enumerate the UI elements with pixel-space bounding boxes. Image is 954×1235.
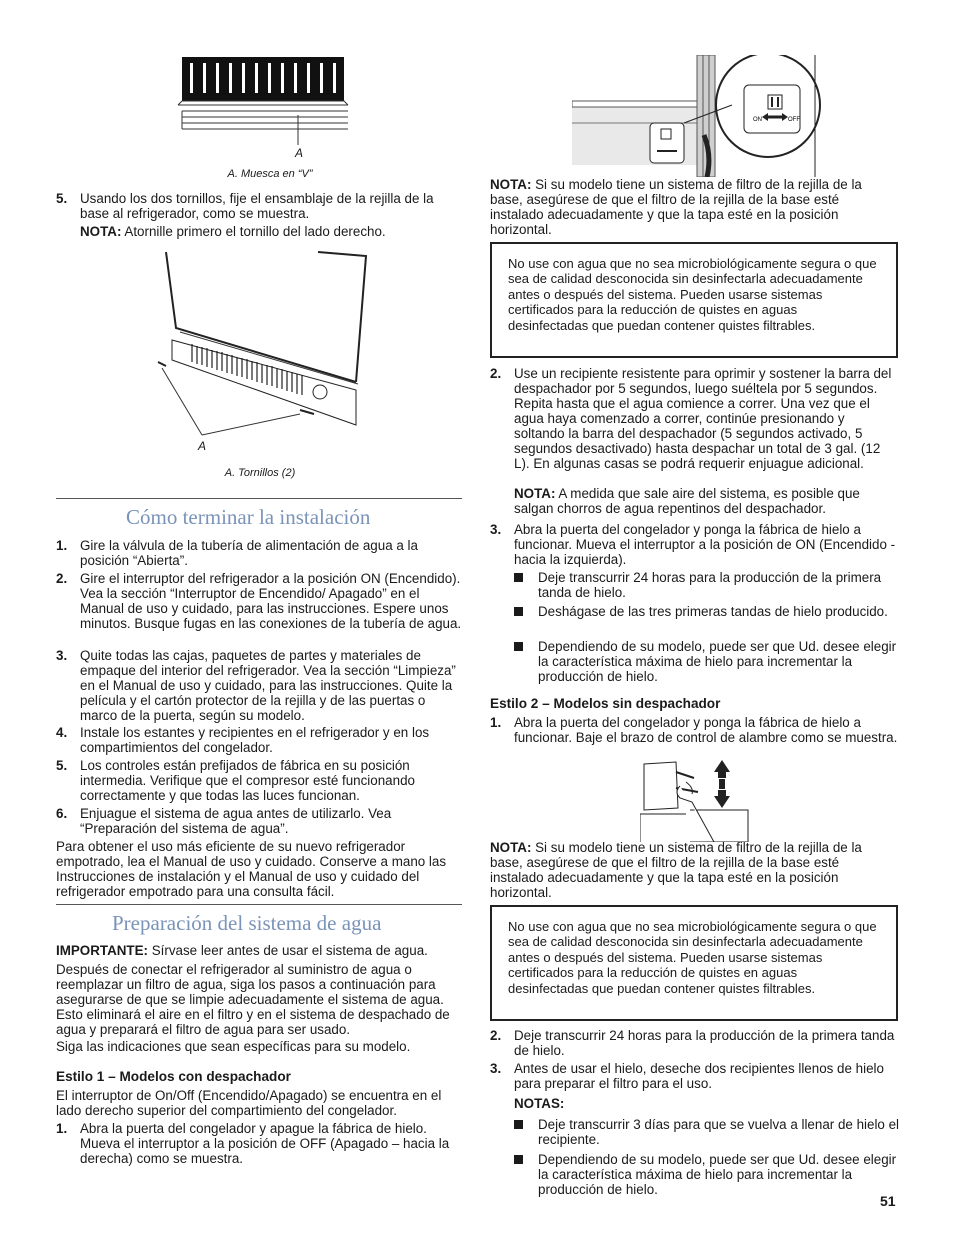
finish-closing-paragraph: Para obtener el uso más eficiente de su nuevo refrigerador empotrado, lea el Manual de uso y cuidado. Conserve a mano las Instrucciones de instalación y el Manual de uso y cuidado del refrigerador empotrado para una consulta fácil. (56, 839, 447, 899)
important-note: IMPORTANTE: Sírvase leer antes de usar el sistema de agua. (56, 943, 428, 958)
figure-letter-label: A (197, 439, 206, 453)
figure-letter-label: A (294, 146, 303, 160)
page-number: 51 (880, 1193, 896, 1209)
ice-maker-arm-figure (640, 758, 752, 842)
step-number: 5. (56, 191, 68, 206)
warning-box-2 (490, 905, 898, 1021)
freezer-switch-figure (572, 55, 822, 177)
warning-box-1 (490, 242, 898, 358)
grille-notch-figure (176, 55, 356, 155)
section-divider (56, 498, 462, 499)
section-divider (56, 904, 462, 905)
note: NOTA: Atornille primero el tornillo del lado derecho. (80, 224, 386, 239)
right-step-2-note: NOTA: A medida que sale aire del sistema, es posible que salgan chorros de agua repentinos del despachador. (514, 486, 860, 516)
style2-heading: Estilo 2 – Modelos sin despachador (490, 696, 721, 711)
style1-intro: El interruptor de On/Off (Encendido/Apagado) se encuentra en el lado derecho superior del compartimiento del congelador. (56, 1088, 442, 1118)
step-text: Usando los dos tornillos, fije el ensamblaje de la rejilla de la base al refrigerador, como se muestra. (80, 191, 434, 221)
figure-caption: A. Tornillos (2) (224, 467, 296, 479)
grille-screws-figure (150, 250, 370, 455)
switch-off-label: OFF (788, 117, 800, 123)
figure-caption: A. Muesca en “V” (227, 168, 313, 180)
section-title-finish-installation: Cómo terminar la instalación (126, 505, 371, 529)
water-intro-paragraph: Después de conectar el refrigerador al suministro de agua o reemplazar un filtro de agua, siga los pasos a continuación para asegurarse de que se limpie adecuadamente el sistema de agua. Esto eliminará el aire en el filtro y en el sistema de despachado de agua y preparará el filtro de agua para ser usado. (56, 962, 450, 1037)
right-note-1: NOTA: Si su modelo tiene un sistema de filtro de la rejilla de la base, asegúrese de que el filtro de la rejilla de la base esté instalado adecuadamente y que la tapa esté en la posición horizontal. (490, 177, 862, 237)
notes-label: NOTAS: (514, 1096, 565, 1111)
section-title-water-system: Preparación del sistema de agua (112, 911, 382, 935)
warning-text: No use con agua que no sea microbiológicamente segura o que sea de calidad desconocida sin desinfectarla adecuadamente antes o después del sistema. Pueden usarse sistemas certificados para la reducción de quistes en aguas desinfectadas que puedan contener quistes filtrables. (508, 256, 877, 333)
switch-on-label: ON (753, 117, 762, 123)
water-model-paragraph: Siga las indicaciones que sean específicas para su modelo. (56, 1039, 411, 1054)
right-note-2: NOTA: Si su modelo tiene un sistema de filtro de la rejilla de la base, asegúrese de que el filtro de la rejilla de la base esté instalado adecuadamente y que la tapa esté en la posición horizontal. (490, 840, 862, 900)
warning-text: No use con agua que no sea microbiológicamente segura o que sea de calidad desconocida sin desinfectarla adecuadamente antes o después del sistema. Pueden usarse sistemas certificados para la reducción de quistes en aguas desinfectadas que puedan contener quistes filtrables. (508, 919, 877, 996)
style1-heading: Estilo 1 – Modelos con despachador (56, 1069, 291, 1084)
